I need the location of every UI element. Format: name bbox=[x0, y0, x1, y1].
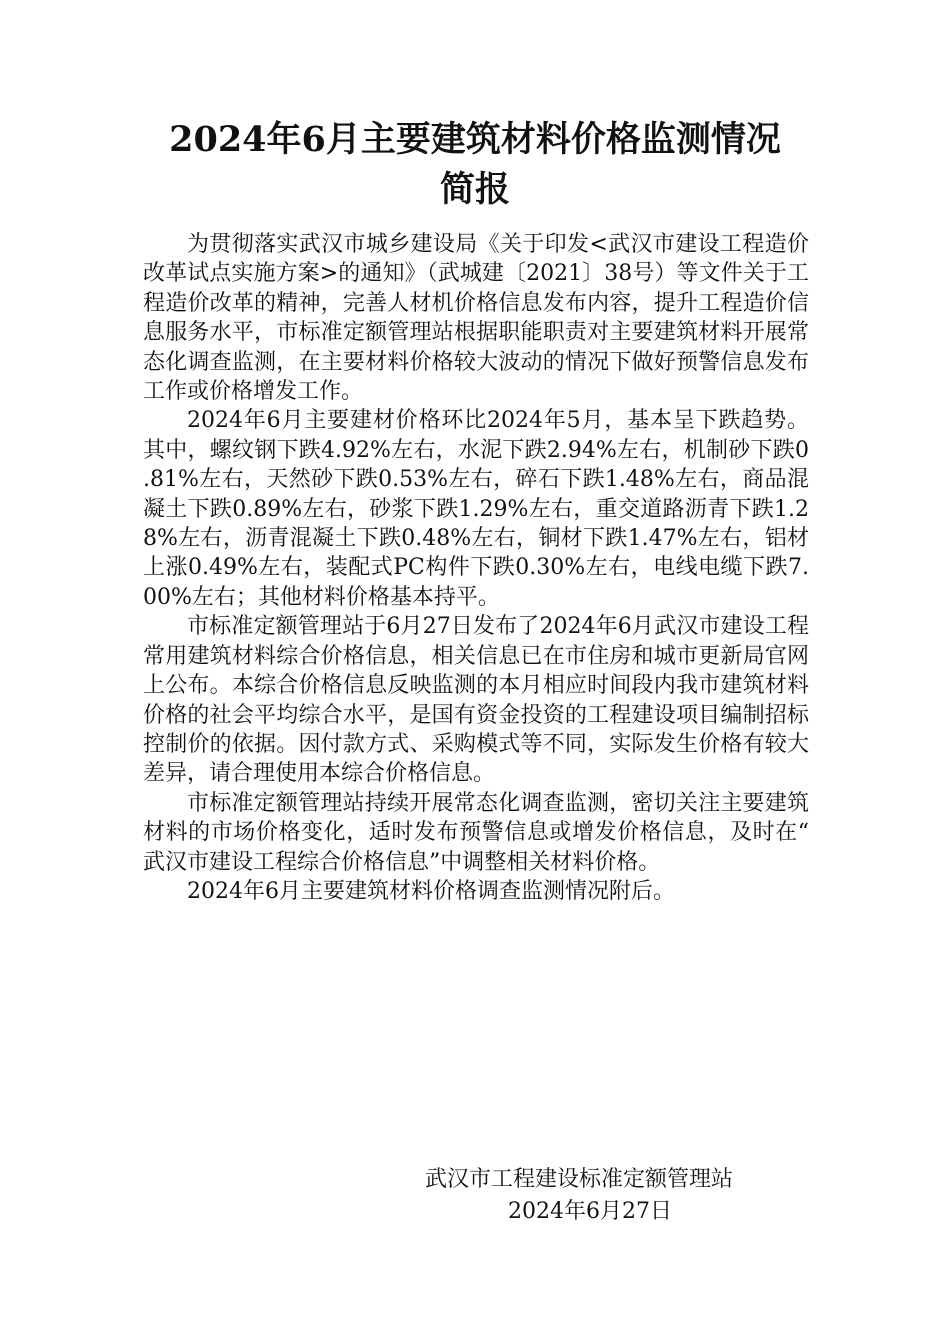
signature-block bbox=[405, 1164, 785, 1228]
signature-organization: 武汉市工程建设标准定额管理站 bbox=[425, 1167, 734, 1192]
paragraph-monitoring: 市标准定额管理站持续开展常态化调查监测，密切关注主要建筑材料的市场价格变化，适时发布预警信息或增发价格信息，及时在“武汉市建设工程综合价格信息”中调整相关材料价格。 bbox=[143, 790, 809, 875]
paragraph-attachment-note: 2024年6月主要建筑材料价格调查监测情况附后。 bbox=[187, 878, 675, 904]
paragraph-publication: 市标准定额管理站于6月27日发布了2024年6月武汉市建设工程常用建筑材料综合价格信息，相关信息已在市住房和城市更新局官网上公布。本综合价格信息反映监测的本月相应时间段内我市建筑材料价格的社会平均综合水平，是国有资金投资的工程建设项目编制招标控制价的依据。因付款方式、采购模式等不同，实际发生价格有较大差异，请合理使用本综合价格信息。 bbox=[143, 614, 809, 787]
document-title-line2: 简报 bbox=[439, 169, 510, 210]
document-title-line1: 2024年6月主要建筑材料价格监测情况 bbox=[169, 119, 781, 160]
signature-date: 2024年6月27日 bbox=[508, 1199, 672, 1224]
document-body bbox=[143, 230, 809, 906]
paragraph-price-changes: 2024年6月主要建材价格环比2024年5月，基本呈下跌趋势。其中，螺纹钢下跌4.92%左右，水泥下跌2.94%左右，机制砂下跌0.81%左右，天然砂下跌0.53%左右，碎石下跌1.48%左右，商品混凝土下跌0.89%左右，砂浆下跌1.29%左右，重交道路沥青下跌1.28%左右，沥青混凝土下跌0.48%左右，铜材下跌1.47%左右，铝材上涨0.49%左右，装配式PC构件下跌0.30%左右，电线电缆下跌7.00%左右；其他材料价格基本持平。 bbox=[143, 408, 809, 610]
paragraph-intro: 为贯彻落实武汉市城乡建设局《关于印发<武汉市建设工程造价改革试点实施方案>的通知》（武城建〔2021〕38号）等文件关于工程造价改革的精神，完善人材机价格信息发布内容，提升工程造价信息服务水平，市标准定额管理站根据职能职责对主要建筑材料开展常态化调查监测，在主要材料价格较大波动的情况下做好预警信息发布工作或价格增发工作。 bbox=[143, 232, 809, 405]
